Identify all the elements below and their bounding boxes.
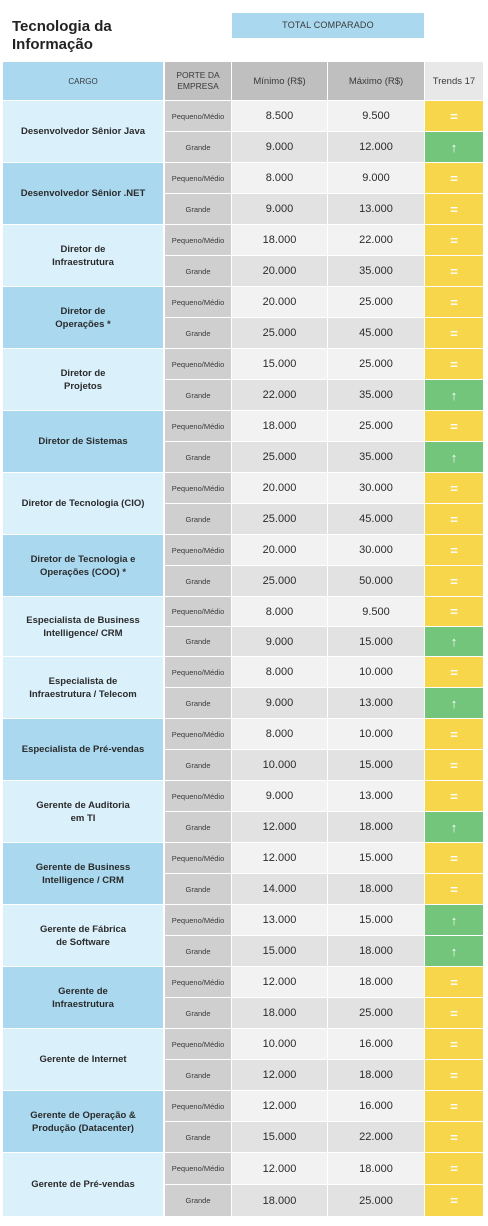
porte-cell: Grande: [165, 256, 231, 286]
minimo-cell: 10.000: [232, 1029, 327, 1059]
trend-equal-icon: =: [425, 256, 483, 286]
cargo-text-line: Gerente de Internet: [39, 1054, 127, 1065]
maximo-cell: 22.000: [328, 225, 424, 255]
cargo-text-line: Diretor de: [60, 305, 106, 317]
maximo-cell: 9.500: [328, 597, 424, 626]
minimo-cell: 10.000: [232, 750, 327, 780]
trend-equal-icon: =: [425, 1185, 483, 1216]
table-row: [0, 750, 488, 780]
table-row: [0, 535, 488, 565]
trend-equal-icon: =: [425, 473, 483, 503]
trend-equal-icon: =: [425, 566, 483, 596]
porte-cell: Pequeno/Médio: [165, 101, 231, 131]
table-row: [0, 1122, 488, 1152]
trend-equal-icon: =: [425, 287, 483, 317]
table-row: [0, 627, 488, 656]
trend-equal-icon: =: [425, 504, 483, 534]
maximo-cell: 18.000: [328, 967, 424, 997]
minimo-cell: 8.000: [232, 163, 327, 193]
minimo-cell: 25.000: [232, 566, 327, 596]
cargo-text-line: Diretor de: [60, 367, 106, 379]
table-row: [0, 473, 488, 503]
trend-equal-icon: =: [425, 998, 483, 1028]
trend-equal-icon: =: [425, 781, 483, 811]
header-cargo: CARGO: [3, 62, 163, 100]
maximo-cell: 13.000: [328, 194, 424, 224]
porte-cell: Pequeno/Médio: [165, 905, 231, 935]
trend-up-arrow-icon: ↑: [425, 812, 483, 842]
cargo-text-line: Infraestrutura: [52, 998, 114, 1010]
porte-cell: Pequeno/Médio: [165, 163, 231, 193]
table-row: [0, 411, 488, 441]
trend-equal-icon: =: [425, 194, 483, 224]
cargo-text-line: Infraestrutura: [52, 256, 114, 268]
porte-cell: Grande: [165, 132, 231, 162]
table-row: [0, 256, 488, 286]
minimo-cell: 9.000: [232, 781, 327, 811]
minimo-cell: 8.000: [232, 657, 327, 687]
minimo-cell: 18.000: [232, 411, 327, 441]
maximo-cell: 18.000: [328, 936, 424, 966]
trend-equal-icon: =: [425, 1153, 483, 1184]
header-porte-line-1: PORTE DA: [176, 70, 220, 80]
maximo-cell: 25.000: [328, 411, 424, 441]
table-row: [0, 843, 488, 873]
porte-cell: Grande: [165, 688, 231, 718]
table-row: [0, 597, 488, 626]
maximo-cell: 10.000: [328, 719, 424, 749]
minimo-cell: 9.000: [232, 132, 327, 162]
maximo-cell: 16.000: [328, 1029, 424, 1059]
cargo-text-line: de Software: [56, 936, 110, 948]
maximo-cell: 18.000: [328, 1060, 424, 1090]
trend-up-arrow-icon: ↑: [425, 627, 483, 656]
minimo-cell: 18.000: [232, 1185, 327, 1216]
porte-cell: Pequeno/Médio: [165, 473, 231, 503]
header-maximo: Máximo (R$): [328, 62, 424, 100]
minimo-cell: 22.000: [232, 380, 327, 410]
trend-equal-icon: =: [425, 318, 483, 348]
table-row: [0, 287, 488, 317]
minimo-cell: 8.000: [232, 597, 327, 626]
maximo-cell: 15.000: [328, 905, 424, 935]
minimo-cell: 14.000: [232, 874, 327, 904]
minimo-cell: 12.000: [232, 1153, 327, 1184]
maximo-cell: 45.000: [328, 504, 424, 534]
porte-cell: Grande: [165, 874, 231, 904]
trend-up-arrow-icon: ↑: [425, 688, 483, 718]
maximo-cell: 35.000: [328, 442, 424, 472]
maximo-cell: 9.000: [328, 163, 424, 193]
cargo-text-line: Desenvolvedor Sênior Java: [20, 126, 146, 137]
cargo-text-line: Gerente de: [58, 985, 108, 997]
minimo-cell: 20.000: [232, 535, 327, 565]
minimo-cell: 13.000: [232, 905, 327, 935]
table-row: [0, 905, 488, 935]
maximo-cell: 30.000: [328, 473, 424, 503]
maximo-cell: 35.000: [328, 380, 424, 410]
minimo-cell: 12.000: [232, 843, 327, 873]
maximo-cell: 13.000: [328, 781, 424, 811]
porte-cell: Pequeno/Médio: [165, 967, 231, 997]
trend-equal-icon: =: [425, 1122, 483, 1152]
maximo-cell: 35.000: [328, 256, 424, 286]
minimo-cell: 15.000: [232, 1122, 327, 1152]
porte-cell: Pequeno/Médio: [165, 781, 231, 811]
porte-cell: Pequeno/Médio: [165, 535, 231, 565]
porte-cell: Grande: [165, 566, 231, 596]
maximo-cell: 25.000: [328, 1185, 424, 1216]
minimo-cell: 12.000: [232, 1091, 327, 1121]
table-row: [0, 719, 488, 749]
minimo-cell: 9.000: [232, 688, 327, 718]
maximo-cell: 15.000: [328, 843, 424, 873]
trend-equal-icon: =: [425, 163, 483, 193]
table-row: [0, 874, 488, 904]
cargo-text-line: Especialista de: [48, 675, 118, 687]
minimo-cell: 25.000: [232, 504, 327, 534]
porte-cell: Pequeno/Médio: [165, 843, 231, 873]
minimo-cell: 15.000: [232, 936, 327, 966]
trend-equal-icon: =: [425, 967, 483, 997]
table-row: [0, 1153, 488, 1184]
header-porte: [165, 62, 231, 100]
table-row: [0, 225, 488, 255]
trend-up-arrow-icon: ↑: [425, 905, 483, 935]
maximo-cell: 30.000: [328, 535, 424, 565]
maximo-cell: 10.000: [328, 657, 424, 687]
minimo-cell: 20.000: [232, 473, 327, 503]
porte-cell: Grande: [165, 750, 231, 780]
table-row: [0, 380, 488, 410]
cargo-text-line: Gerente de Operação &: [30, 1109, 136, 1121]
maximo-cell: 25.000: [328, 287, 424, 317]
title-line-1: Tecnologia da: [12, 18, 112, 35]
maximo-cell: 15.000: [328, 750, 424, 780]
trend-equal-icon: =: [425, 843, 483, 873]
trend-equal-icon: =: [425, 657, 483, 687]
minimo-cell: 20.000: [232, 287, 327, 317]
cargo-text-line: Diretor de Tecnologia e: [30, 553, 136, 565]
porte-cell: Pequeno/Médio: [165, 657, 231, 687]
porte-cell: Grande: [165, 998, 231, 1028]
minimo-cell: 25.000: [232, 318, 327, 348]
table-row: [0, 936, 488, 966]
header-porte-line-2: EMPRESA: [177, 81, 219, 91]
table-row: [0, 442, 488, 472]
maximo-cell: 18.000: [328, 812, 424, 842]
maximo-cell: 18.000: [328, 1153, 424, 1184]
minimo-cell: 9.000: [232, 194, 327, 224]
title-line-2: Informação: [12, 36, 93, 53]
table-row: [0, 1091, 488, 1121]
total-comparado-label: TOTAL COMPARADO: [232, 13, 424, 38]
table-row: [0, 812, 488, 842]
porte-cell: Grande: [165, 1185, 231, 1216]
cargo-text-line: Diretor de Sistemas: [38, 436, 128, 447]
cargo-text-line: Gerente de Pré-vendas: [31, 1179, 135, 1190]
cargo-text-line: Operações (COO) *: [39, 566, 127, 578]
minimo-cell: 15.000: [232, 349, 327, 379]
porte-cell: Pequeno/Médio: [165, 287, 231, 317]
trend-equal-icon: =: [425, 874, 483, 904]
header-trends: Trends 17: [425, 62, 483, 100]
maximo-cell: 25.000: [328, 349, 424, 379]
trend-equal-icon: =: [425, 719, 483, 749]
cargo-text-line: Especialista de Pré-vendas: [21, 744, 145, 755]
cargo-text-line: Gerente de Business: [35, 861, 131, 873]
porte-cell: Pequeno/Médio: [165, 1029, 231, 1059]
table-row: [0, 194, 488, 224]
porte-cell: Grande: [165, 380, 231, 410]
trend-equal-icon: =: [425, 1029, 483, 1059]
cargo-text-line: Diretor de Tecnologia (CIO): [21, 498, 145, 509]
trend-up-arrow-icon: ↑: [425, 380, 483, 410]
porte-cell: Grande: [165, 318, 231, 348]
cargo-text-line: Gerente de Auditoria: [36, 799, 130, 811]
maximo-cell: 25.000: [328, 998, 424, 1028]
trend-equal-icon: =: [425, 349, 483, 379]
minimo-cell: 8.000: [232, 719, 327, 749]
trend-equal-icon: =: [425, 225, 483, 255]
cargo-text-line: Produção (Datacenter): [32, 1122, 134, 1134]
minimo-cell: 25.000: [232, 442, 327, 472]
trend-up-arrow-icon: ↑: [425, 936, 483, 966]
porte-cell: Pequeno/Médio: [165, 1091, 231, 1121]
minimo-cell: 12.000: [232, 1060, 327, 1090]
cargo-text-line: em TI: [70, 812, 96, 824]
cargo-text-line: Diretor de: [60, 243, 106, 255]
maximo-cell: 9.500: [328, 101, 424, 131]
minimo-cell: 18.000: [232, 998, 327, 1028]
porte-cell: Pequeno/Médio: [165, 349, 231, 379]
porte-cell: Pequeno/Médio: [165, 411, 231, 441]
porte-cell: Grande: [165, 504, 231, 534]
trend-equal-icon: =: [425, 750, 483, 780]
porte-cell: Pequeno/Médio: [165, 1153, 231, 1184]
table-row: [0, 132, 488, 162]
minimo-cell: 8.500: [232, 101, 327, 131]
cargo-text-line: Projetos: [63, 380, 102, 392]
maximo-cell: 45.000: [328, 318, 424, 348]
porte-cell: Pequeno/Médio: [165, 597, 231, 626]
trend-equal-icon: =: [425, 1060, 483, 1090]
trend-up-arrow-icon: ↑: [425, 132, 483, 162]
table-row: [0, 349, 488, 379]
cargo-text-line: Intelligence / CRM: [42, 874, 124, 886]
header-minimo: Mínimo (R$): [232, 62, 327, 100]
cargo-text-line: Especialista de Business: [26, 614, 140, 626]
table-row: [0, 101, 488, 131]
maximo-cell: 22.000: [328, 1122, 424, 1152]
page-title: [12, 18, 172, 54]
table-row: [0, 1185, 488, 1216]
porte-cell: Grande: [165, 812, 231, 842]
minimo-cell: 20.000: [232, 256, 327, 286]
table-row: [0, 1029, 488, 1059]
table-row: [0, 688, 488, 718]
porte-cell: Grande: [165, 627, 231, 656]
table-row: [0, 566, 488, 596]
trend-up-arrow-icon: ↑: [425, 442, 483, 472]
minimo-cell: 12.000: [232, 967, 327, 997]
trend-equal-icon: =: [425, 101, 483, 131]
porte-cell: Grande: [165, 1060, 231, 1090]
cargo-text-line: Infraestrutura / Telecom: [29, 688, 137, 700]
table-row: [0, 504, 488, 534]
minimo-cell: 9.000: [232, 627, 327, 656]
maximo-cell: 13.000: [328, 688, 424, 718]
maximo-cell: 12.000: [328, 132, 424, 162]
table-row: [0, 1060, 488, 1090]
maximo-cell: 16.000: [328, 1091, 424, 1121]
maximo-cell: 15.000: [328, 627, 424, 656]
porte-cell: Pequeno/Médio: [165, 719, 231, 749]
porte-cell: Grande: [165, 936, 231, 966]
minimo-cell: 12.000: [232, 812, 327, 842]
porte-cell: Grande: [165, 194, 231, 224]
porte-cell: Pequeno/Médio: [165, 225, 231, 255]
table-row: [0, 318, 488, 348]
trend-equal-icon: =: [425, 535, 483, 565]
table-row: [0, 657, 488, 687]
maximo-cell: 18.000: [328, 874, 424, 904]
table-row: [0, 163, 488, 193]
cargo-text-line: Gerente de Fábrica: [39, 923, 127, 935]
cargo-text-line: Operações *: [55, 318, 111, 330]
table-row: [0, 781, 488, 811]
trend-equal-icon: =: [425, 597, 483, 626]
cargo-text-line: Desenvolvedor Sênior .NET: [20, 188, 146, 199]
trend-equal-icon: =: [425, 1091, 483, 1121]
porte-cell: Grande: [165, 1122, 231, 1152]
table-row: [0, 998, 488, 1028]
minimo-cell: 18.000: [232, 225, 327, 255]
table-row: [0, 967, 488, 997]
trend-equal-icon: =: [425, 411, 483, 441]
porte-cell: Grande: [165, 442, 231, 472]
cargo-text-line: Intelligence/ CRM: [43, 627, 123, 639]
maximo-cell: 50.000: [328, 566, 424, 596]
